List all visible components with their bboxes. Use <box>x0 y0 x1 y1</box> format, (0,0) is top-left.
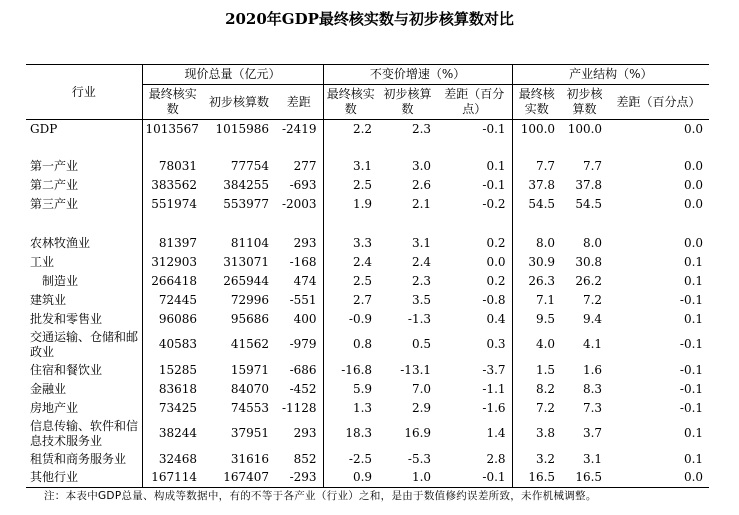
cell-g1: 2.2 <box>323 120 378 139</box>
cell-v2: 15971 <box>230 362 269 377</box>
cell-s1: 54.5 <box>512 195 561 214</box>
cell-v1: 383562 <box>142 176 203 195</box>
cell-v1: 1013567 <box>142 120 203 139</box>
header-growth-prelim: 初步核算数 <box>378 85 437 120</box>
cell-v1: 96086 <box>142 310 203 329</box>
cell-g3: -0.1 <box>482 470 506 485</box>
row-label: 第三产业 <box>30 196 79 211</box>
row-label: 交通运输、仓储和邮政业 <box>30 329 139 359</box>
cell-g1: 2.4 <box>323 253 378 272</box>
row-label: 批发和零售业 <box>30 311 103 326</box>
cell-g2: 2.3 <box>411 121 432 136</box>
cell-g1: 3.3 <box>323 234 378 253</box>
cell-s2: 16.5 <box>575 470 603 485</box>
cell-s1: 26.3 <box>512 272 561 291</box>
row-label: 租赁和商务服务业 <box>30 451 127 466</box>
row-label: 建筑业 <box>30 292 67 307</box>
cell-g3: -0.2 <box>482 196 506 211</box>
table-row <box>26 399 709 418</box>
cell-g2: -13.1 <box>400 362 432 377</box>
cell-v3: -2419 <box>281 121 317 136</box>
cell-g1: 2.7 <box>323 291 378 310</box>
cell-v3: -551 <box>289 292 317 307</box>
cell-v2: 553977 <box>223 196 269 211</box>
cell-s2: 7.7 <box>582 158 603 173</box>
cell-g3: 0.0 <box>486 254 506 269</box>
spacer-row <box>26 214 709 234</box>
cell-s2: 54.5 <box>575 196 603 211</box>
cell-s3: 0.1 <box>683 451 704 466</box>
cell-s2: 7.2 <box>582 292 603 307</box>
cell-v3: -293 <box>289 470 317 485</box>
row-label: 金融业 <box>30 381 67 396</box>
cell-s2: 37.8 <box>575 177 603 192</box>
header-structure-final: 最终核实数 <box>512 85 561 120</box>
cell-s1: 4.0 <box>512 329 561 361</box>
table-row <box>26 176 709 195</box>
table-row <box>26 310 709 329</box>
cell-s1: 3.2 <box>512 450 561 469</box>
cell-s1: 37.8 <box>512 176 561 195</box>
cell-s3: -0.1 <box>679 362 704 377</box>
header-structure-diff: 差距（百分点） <box>608 85 709 120</box>
cell-g2: 7.0 <box>411 381 432 396</box>
cell-v1: 312903 <box>142 253 203 272</box>
cell-g1: 1.9 <box>323 195 378 214</box>
row-label: 第二产业 <box>30 177 79 192</box>
cell-g1: -0.9 <box>323 310 378 329</box>
cell-s1: 7.2 <box>512 399 561 418</box>
cell-v1: 32468 <box>142 450 203 469</box>
cell-v1: 38244 <box>142 418 203 450</box>
cell-s3: 0.0 <box>683 177 704 192</box>
cell-s1: 16.5 <box>512 469 561 488</box>
cell-s1: 100.0 <box>512 120 561 139</box>
cell-g3: 0.1 <box>486 158 506 173</box>
cell-s3: 0.1 <box>683 426 704 440</box>
table-row <box>26 329 709 361</box>
cell-v2: 265944 <box>223 273 269 288</box>
header-value-prelim: 初步核算数 <box>203 85 275 120</box>
cell-g2: 2.3 <box>411 273 432 288</box>
cell-s3: 0.0 <box>683 121 704 136</box>
row-label: 第一产业 <box>30 158 79 173</box>
cell-v3: -1128 <box>281 400 317 415</box>
cell-g1: 0.9 <box>323 469 378 488</box>
row-label: 信息传输、软件和信息技术服务业 <box>30 418 139 448</box>
cell-s1: 9.5 <box>512 310 561 329</box>
cell-g1: -2.5 <box>323 450 378 469</box>
cell-v2: 84070 <box>230 381 269 396</box>
cell-v2: 81104 <box>230 235 269 250</box>
cell-s1: 1.5 <box>512 361 561 380</box>
cell-v3: 400 <box>293 311 317 326</box>
gdp-comparison-table <box>26 64 709 488</box>
cell-g2: 3.1 <box>411 235 432 250</box>
cell-v1: 266418 <box>142 272 203 291</box>
cell-v1: 83618 <box>142 380 203 399</box>
cell-g3: 2.8 <box>486 451 506 466</box>
cell-s3: 0.1 <box>683 273 704 288</box>
table-row <box>26 380 709 399</box>
cell-g1: 0.8 <box>323 329 378 361</box>
cell-g1: 2.5 <box>323 272 378 291</box>
table-body <box>26 120 709 488</box>
cell-s3: -0.1 <box>679 400 704 415</box>
cell-s1: 8.2 <box>512 380 561 399</box>
cell-s3: 0.0 <box>683 158 704 173</box>
cell-v3: -2003 <box>281 196 317 211</box>
cell-s1: 7.1 <box>512 291 561 310</box>
cell-g3: -0.1 <box>482 121 506 136</box>
cell-v3: 293 <box>293 235 317 250</box>
header-value-final: 最终核实数 <box>142 85 203 120</box>
cell-g2: -1.3 <box>407 311 432 326</box>
cell-g3: -0.8 <box>482 292 506 307</box>
cell-s1: 30.9 <box>512 253 561 272</box>
cell-v2: 167407 <box>223 470 269 485</box>
row-label: 房地产业 <box>30 400 79 415</box>
cell-g2: -5.3 <box>407 451 432 466</box>
cell-s3: 0.1 <box>683 311 704 326</box>
cell-s2: 4.1 <box>582 337 603 351</box>
cell-s1: 8.0 <box>512 234 561 253</box>
cell-v2: 77754 <box>230 158 269 173</box>
table-row <box>26 418 709 450</box>
cell-g3: 1.4 <box>486 426 506 440</box>
cell-v2: 313071 <box>223 254 269 269</box>
cell-g2: 2.4 <box>411 254 432 269</box>
cell-s3: 0.0 <box>683 196 704 211</box>
spacer-row <box>26 139 709 157</box>
cell-v2: 1015986 <box>215 121 269 136</box>
cell-s3: 0.1 <box>683 254 704 269</box>
row-label: 住宿和餐饮业 <box>30 362 103 377</box>
cell-g2: 2.6 <box>411 177 432 192</box>
cell-v3: -979 <box>289 337 317 351</box>
cell-s3: -0.1 <box>679 292 704 307</box>
table-row <box>26 195 709 214</box>
cell-g2: 3.5 <box>411 292 432 307</box>
cell-g2: 2.9 <box>411 400 432 415</box>
cell-g3: -3.7 <box>482 362 506 377</box>
cell-g2: 1.0 <box>411 470 432 485</box>
cell-v3: 293 <box>293 426 317 440</box>
cell-g2: 0.5 <box>411 337 432 351</box>
cell-s2: 30.8 <box>575 254 603 269</box>
table-row <box>26 272 709 291</box>
header-group-value: 现价总量（亿元） <box>142 65 323 85</box>
cell-v1: 40583 <box>142 329 203 361</box>
table-row <box>26 253 709 272</box>
cell-s3: 0.0 <box>683 470 704 485</box>
header-structure-prelim: 初步核算数 <box>561 85 608 120</box>
cell-v2: 72996 <box>230 292 269 307</box>
cell-s3: -0.1 <box>679 337 704 351</box>
cell-v2: 31616 <box>230 451 269 466</box>
table-row <box>26 234 709 253</box>
cell-g3: 0.2 <box>486 273 506 288</box>
cell-g1: 2.5 <box>323 176 378 195</box>
cell-s2: 3.1 <box>582 451 603 466</box>
cell-s2: 8.3 <box>582 381 603 396</box>
cell-v2: 384255 <box>223 177 269 192</box>
header-industry: 行业 <box>26 65 142 120</box>
row-label: 农林牧渔业 <box>30 235 91 250</box>
cell-g2: 3.0 <box>411 158 432 173</box>
cell-s2: 100.0 <box>567 121 603 136</box>
cell-g3: 0.2 <box>486 235 506 250</box>
cell-g3: -1.1 <box>482 381 506 396</box>
cell-v1: 551974 <box>142 195 203 214</box>
cell-v1: 81397 <box>142 234 203 253</box>
cell-s1: 7.7 <box>512 157 561 176</box>
header-group-growth: 不变价增速（%） <box>323 65 512 85</box>
cell-g3: 0.3 <box>486 337 506 351</box>
cell-v3: 474 <box>293 273 317 288</box>
row-label: GDP <box>30 121 58 136</box>
cell-s2: 9.4 <box>582 311 603 326</box>
cell-g3: -0.1 <box>482 177 506 192</box>
cell-g1: 18.3 <box>323 418 378 450</box>
cell-v3: -693 <box>289 177 317 192</box>
cell-s3: -0.1 <box>679 381 704 396</box>
cell-v1: 167114 <box>142 469 203 488</box>
header-growth-diff: 差距（百分点） <box>437 85 512 120</box>
cell-v1: 78031 <box>142 157 203 176</box>
table-row <box>26 157 709 176</box>
cell-g1: 5.9 <box>323 380 378 399</box>
cell-v2: 37951 <box>230 426 269 440</box>
table-row <box>26 450 709 469</box>
cell-v1: 72445 <box>142 291 203 310</box>
cell-v2: 74553 <box>230 400 269 415</box>
cell-v3: -452 <box>289 381 317 396</box>
cell-g2: 2.1 <box>411 196 432 211</box>
cell-s3: 0.0 <box>683 235 704 250</box>
cell-s2: 8.0 <box>582 235 603 250</box>
table-row <box>26 291 709 310</box>
cell-v3: -686 <box>289 362 317 377</box>
header-growth-final: 最终核实数 <box>323 85 378 120</box>
cell-g1: 1.3 <box>323 399 378 418</box>
table-row <box>26 361 709 380</box>
header-group-structure: 产业结构（%） <box>512 65 709 85</box>
cell-v2: 41562 <box>230 337 269 351</box>
cell-v3: 852 <box>293 451 317 466</box>
footnote: 注：本表中GDP总量、构成等数据中，有的不等于各产业（行业）之和，是由于数值修约误差所致，未作机械调整。 <box>44 490 597 502</box>
row-label: 工业 <box>30 254 55 269</box>
row-label: 其他行业 <box>30 470 79 485</box>
table-title: 2020年GDP最终核实数与初步核算数对比 <box>225 10 514 28</box>
header-value-diff: 差距 <box>275 85 323 120</box>
table-row <box>26 469 709 488</box>
cell-s2: 1.6 <box>582 362 603 377</box>
cell-s2: 26.2 <box>575 273 603 288</box>
cell-v3: -168 <box>289 254 317 269</box>
cell-v1: 15285 <box>142 361 203 380</box>
cell-g1: 3.1 <box>323 157 378 176</box>
cell-g3: 0.4 <box>486 311 506 326</box>
cell-v1: 73425 <box>142 399 203 418</box>
cell-v3: 277 <box>293 158 317 173</box>
cell-v2: 95686 <box>230 311 269 326</box>
cell-s1: 3.8 <box>512 418 561 450</box>
row-label: 制造业 <box>42 273 79 288</box>
cell-g2: 16.9 <box>404 426 432 440</box>
cell-g1: -16.8 <box>323 361 378 380</box>
table-row <box>26 120 709 139</box>
cell-s2: 7.3 <box>582 400 603 415</box>
cell-s2: 3.7 <box>582 426 603 440</box>
cell-g3: -1.6 <box>482 400 506 415</box>
